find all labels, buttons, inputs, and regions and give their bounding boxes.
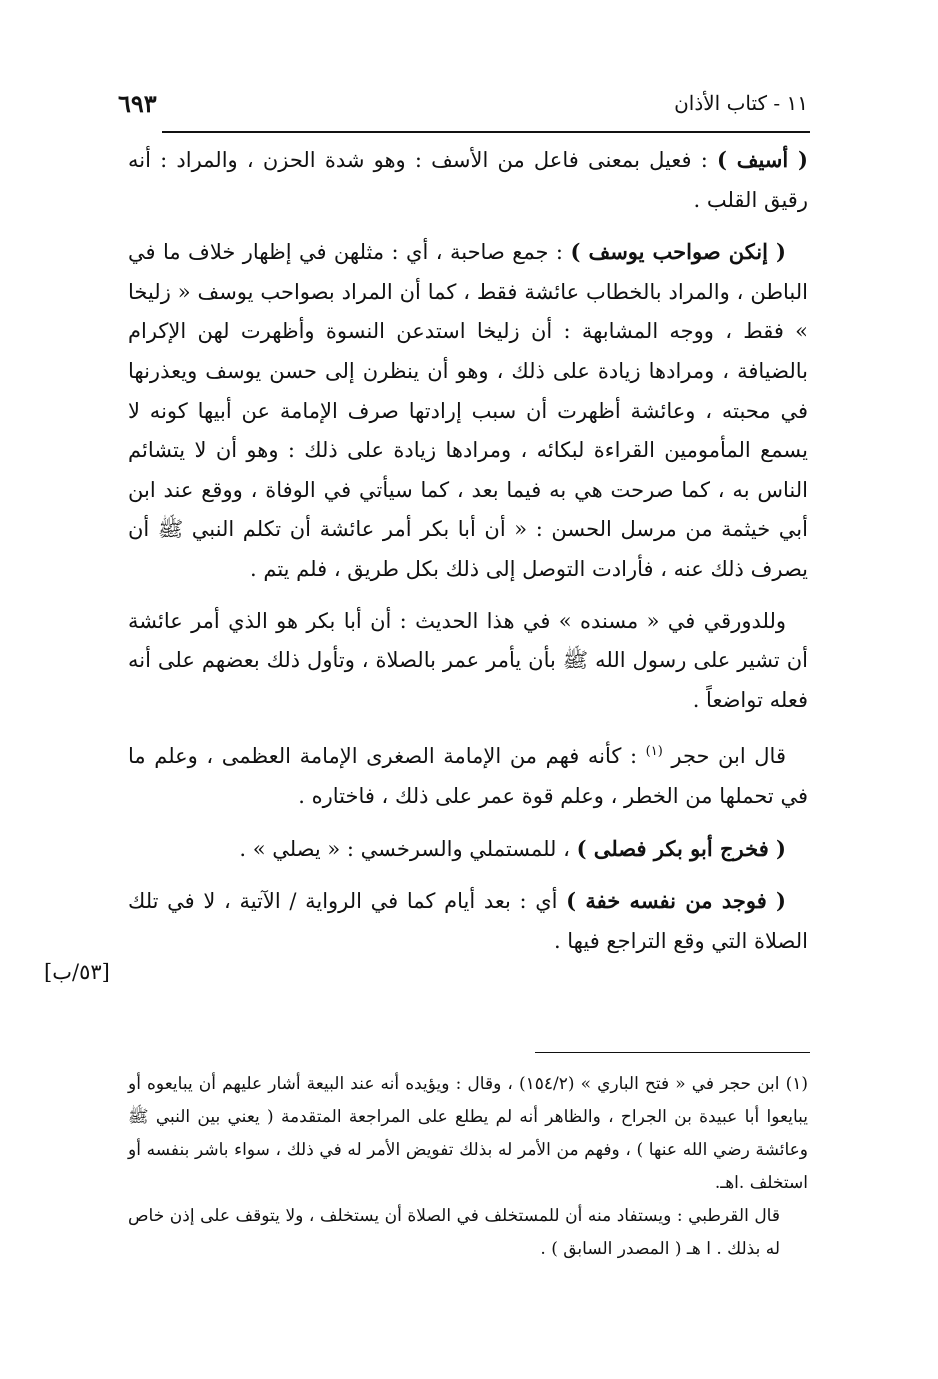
paragraph-text: : جمع صاحبة ، أي : مثلهن في إظهار خلاف ما في الباطن ، والمراد بالخطاب عائشة فقط ، كما أن المراد بصواحب يوسف « زليخا » فقط ، ووجه المشابهة : أن زليخا استدعن النسوة وأظهرت لهن الإكرام بالضيافة ، ومرادها زيادة على ذلك ، وهو أن ينظرن إلى حسن يوسف ويعذرنها في محبته ، وعائشة أظهرت أن سبب إرادتها صرف الإمامة عن أبيها كونه لا يسمع المأمومين القراءة لبكائه ، ومرادها زيادة على ذلك : وهو أن لا يتشائم الناس به ، كما صرحت هي به فيما بعد ، كما سيأتي في الوفاة ، ووقع عند ابن أبي خيثمة من مرسل الحسن : « أن أبا بكر أمر عائشة أن تكلم النبي ﷺ أن يصرف ذلك عنه ، فأرادت التوصل إلى ذلك بكل طريق ، فلم يتم . xyxy=(128,240,808,581)
footnote-marker[interactable]: (١) xyxy=(645,744,663,760)
paragraph-text: أي : بعد أيام كما في الرواية / الآتية ، لا في تلك الصلاة التي وقع التراجع فيها . xyxy=(128,889,808,953)
header-rule xyxy=(162,131,810,133)
paragraph-sawahib xyxy=(128,232,808,589)
footnote-rule xyxy=(535,1052,810,1053)
page-number: ٦٩٣ xyxy=(118,88,157,118)
paragraph-text: : فعيل بمعنى فاعل من الأسف : وهو شدة الحزن ، والمراد : أنه رقيق القلب . xyxy=(128,148,808,212)
paragraph-kharaja xyxy=(128,829,808,870)
paragraph-dawraqi: وللدورقي في « مسنده » في هذا الحديث : أن أبا بكر هو الذي أمر عائشة أن تشير على رسول الله ﷺ بأن يأمر عمر بالصلاة ، وتأول ذلك بعضهم على أنه فعله تواضعاً . xyxy=(128,608,808,712)
paragraph-ibn-hajar xyxy=(128,732,808,816)
paragraph-asif xyxy=(128,140,808,220)
footnote-item: (١) ابن حجر في « فتح الباري » (١٥٤/٢) ، وقال : ويؤيده أنه عند البيعة أشار عليهم أن يبايعوه أو يبايعوا أبا عبيدة بن الجراح ، والظاهر أنه لم يطلع على المراجعة المتقدمة ( يعني بين النبي ﷺ وعائشة رضي الله عنها ) ، وفهم من الأمر له بذلك تفويض الأمر له في ذلك ، سواء باشر بنفسه أو استخلف .اهـ. xyxy=(128,1074,808,1193)
paragraph-text: : كأنه فهم من الإمامة الصغرى الإمامة العظمى ، وعلم ما في تحملها من الخطر ، وعلم قوة عمر على ذلك ، فاختاره . xyxy=(128,744,808,808)
lemma: ( إنكن صواحب يوسف ) xyxy=(570,239,786,265)
chapter-title: ١١ - كتاب الأذان xyxy=(674,91,808,115)
footnotes xyxy=(128,1068,808,1266)
footnote-continuation: قال القرطبي : ويستفاد منه أن للمستخلف في الصلاة أن يستخلف ، ولا يتوقف على إذن خاص له بذلك . ا هـ ( المصدر السابق ) . xyxy=(128,1206,780,1259)
running-header xyxy=(118,86,808,120)
lemma: ( أسيف ) xyxy=(716,147,808,172)
paragraph-text: قال ابن حجر xyxy=(662,744,786,769)
paragraph-text: ، للمستملي والسرخسي : « يصلي » . xyxy=(239,836,577,861)
lemma: ( فخرج أبو بكر فصلى ) xyxy=(576,835,786,861)
main-text xyxy=(128,140,808,961)
paragraph-wajada xyxy=(128,881,808,961)
manuscript-folio-ref: [٥٣/ب] xyxy=(44,960,110,984)
lemma: ( فوجد من نفسه خفة ) xyxy=(566,888,786,914)
